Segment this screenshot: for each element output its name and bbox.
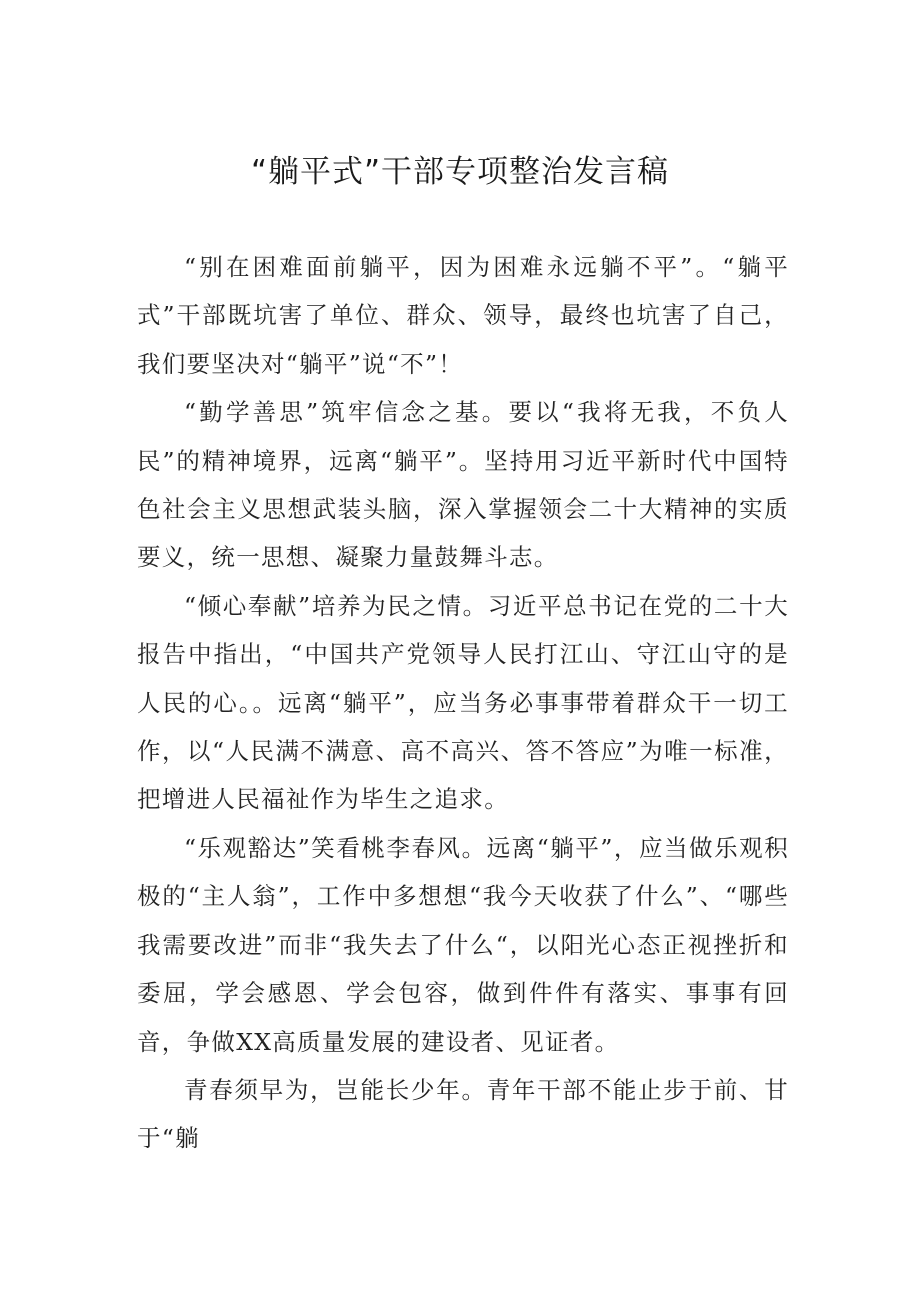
paragraph-intro: “别在困难面前躺平，因为困难永远躺不平”。“躺平式”干部既坑害了单位、群众、领导，最终也坑害了自己，我们要坚决对“躺平”说“不”！ — [137, 253, 789, 378]
paragraph-dedication: “倾心奉献”培养为民之情。习近平总书记在党的二十大报告中指出，“中国共产党领导人民打江山、守江山守的是人民的心。。远离“躺平”，应当务必事事带着群众干一切工作，以“人民满不满意、高不高兴、答不答应”为唯一标准，把增进人民福祉作为毕生之追求。 — [137, 591, 789, 814]
document-title: “躺平式”干部专项整治发言稿 — [250, 154, 670, 190]
paragraph-study: “勤学善思”筑牢信念之基。要以“我将无我，不负人民”的精神境界，远离“躺平”。坚持用习近平新时代中国特色社会主义思想武装头脑，深入掌握领会二十大精神的实质要义，统一思想、凝聚力量鼓舞斗志。 — [137, 398, 789, 572]
paragraph-youth: 青春须早为，岂能长少年。青年干部不能止步于前、甘于“躺 — [137, 1075, 789, 1153]
paragraph-optimism: “乐观豁达”笑看桃李春风。远离“躺平”，应当做乐观积极的“主人翁”，工作中多想想“我今天收获了什么”、“哪些我需要改进”而非“我失去了什么“，以阳光心态正视挫折和委屈，学会感恩、学会包容，做到件件有落实、事事有回音，争做XX高质量发展的建设者、见证者。 — [137, 833, 789, 1056]
document-body — [137, 243, 789, 1163]
